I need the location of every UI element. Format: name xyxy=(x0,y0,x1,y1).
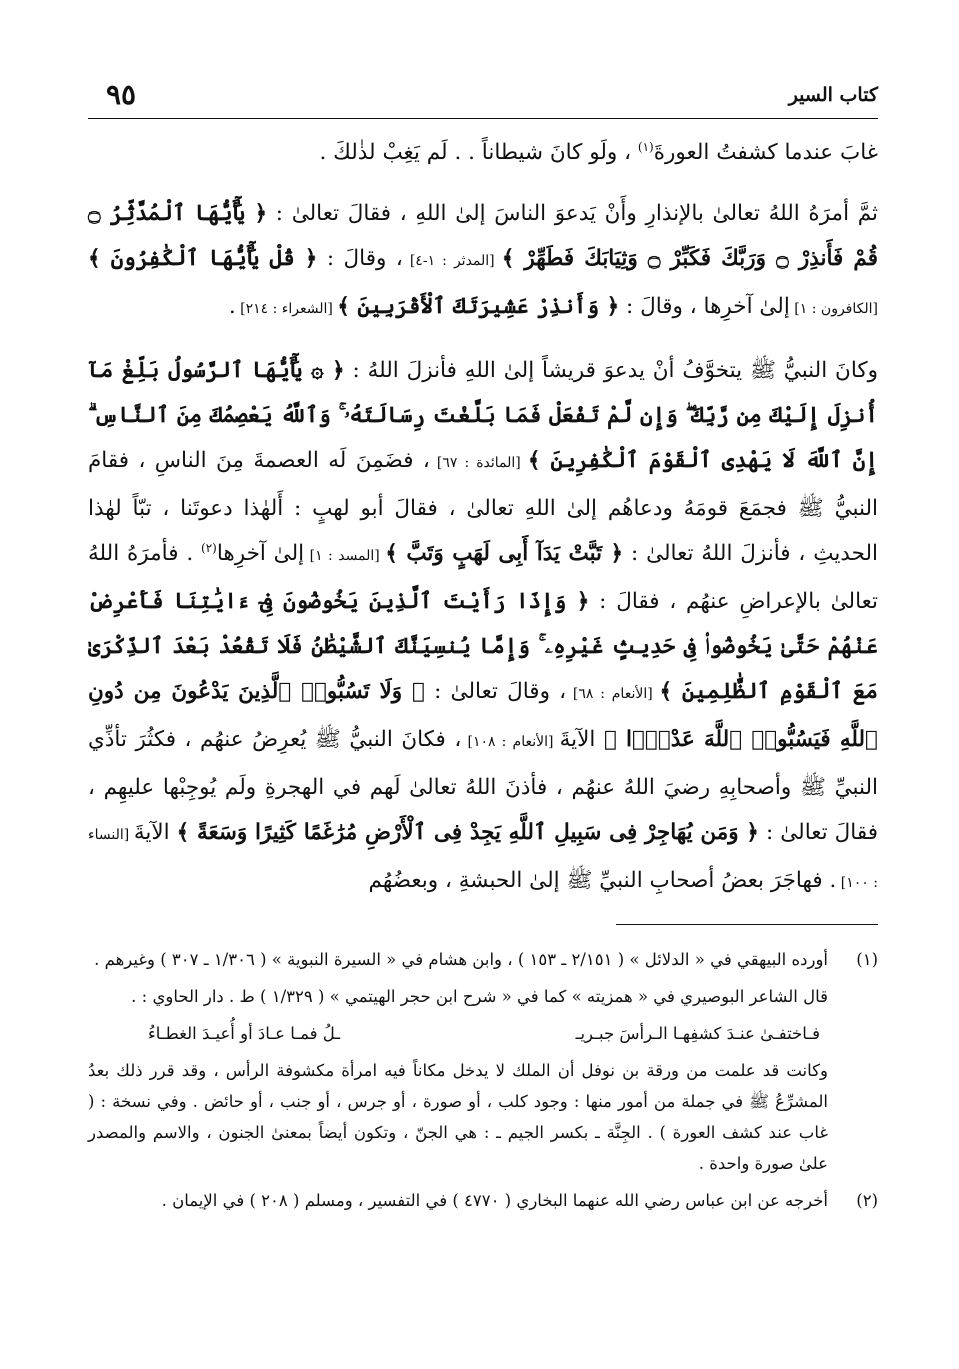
surah-reference: [الشعراء : ٢١٤] xyxy=(235,301,338,317)
footnotes xyxy=(88,944,878,1222)
quran-quote: ﴿ وَمَن يُهَاجِرْ فِى سَبِيلِ ٱللَّهِ يَجِدْ فِى ٱلْأَرْضِ مُرَٰغَمًا كَثِيرًا وَسَعَةً ﴾ xyxy=(176,820,759,845)
text-run: إلىٰ آخرِها xyxy=(216,541,305,566)
footnote-text: أورده البيهقي في « الدلائل » ( ٢/١٥١ ـ ١٥٣ ) ، وابن هشام في « السيرة النبوية » ( ١/٣٠٦ ـ ٣٠٧ ) وغيرهم . xyxy=(94,950,828,969)
surah-reference: [الأنعام : ١٠٨] xyxy=(461,734,560,750)
surah-reference: [المدثر : ١-٤] xyxy=(402,253,502,269)
header-rule xyxy=(88,118,878,119)
paragraph-3 xyxy=(88,348,878,906)
book-page xyxy=(88,70,879,1210)
paragraph-2 xyxy=(88,191,878,332)
main-text xyxy=(88,130,878,922)
footnote-text: قال الشاعر البوصيري في « همزيته » كما في « شرح ابن حجر الهيتمي » ( ١/٣٢٩ ) ط . دار الحاوي : . xyxy=(131,987,828,1006)
chapter-title: كتاب السير xyxy=(788,84,878,106)
text-run: وكانَ النبيُّ ﷺ يتخوَّفُ أنْ يدعوَ قريشاً إلىٰ اللهِ فأنزلَ اللهُ : xyxy=(344,358,878,383)
text-run: الآيةَ xyxy=(133,820,177,845)
quran-quote: ﴿ وَلَا تَسُبُّوا۟ ٱلَّذِينَ يَدْعُونَ مِن دُونِ ٱللَّهِ فَيَسُبُّوا۟ ٱللَّهَ عَدْوًۢا ﴾ xyxy=(88,679,878,752)
quran-quote: ﴿ تَبَّتْ يَدَآ أَبِى لَهَبٍ وَتَبَّ ﴾ xyxy=(385,541,624,566)
poetry-verse xyxy=(88,1018,828,1049)
text-run: إلىٰ آخرِها ، وقالَ : xyxy=(619,294,790,319)
verse-hemistich-left: ـلُ فمـا عـادَ أو أُعيـدَ الغطـاءُ xyxy=(148,1024,341,1043)
surah-reference: [المسد : ١] xyxy=(304,548,386,564)
running-header xyxy=(88,70,878,114)
surah-reference: [النساء : ١٠٠] xyxy=(88,827,878,891)
surah-reference: [الكافرون : ١] xyxy=(789,301,878,317)
verse-hemistich-right: فـاختفـىٰ عنـدَ كشفِهـا الـرأسَ جبـريـ xyxy=(575,1024,820,1043)
quran-quote: ﴿ يَٰٓأَيُّهَا ٱلْمُدَّثِّرُ ۝ قُمْ فَأَنذِرْ ۝ وَرَبَّكَ فَكَبِّرْ ۝ وَثِيَابَكَ فَطَهِّرْ ﴾ xyxy=(88,201,878,271)
text-run: . xyxy=(228,294,236,319)
text-run: ثمَّ أمرَهُ اللهُ تعالىٰ بالإنذارِ وأَنْ يَدعوَ الناسَ إلىٰ اللهِ ، فقالَ تعالىٰ : xyxy=(267,201,878,226)
footnote-2 xyxy=(88,1185,878,1216)
footnote-ref-2[interactable]: (٢) xyxy=(201,540,217,555)
text-run: . فأمرَهُ اللهُ تعالىٰ بالإعراضِ عنهُم ، فقالَ : xyxy=(88,541,878,614)
footnote-mark: (١) xyxy=(856,950,878,969)
surah-reference: [المائدة : ٦٧] xyxy=(429,455,528,471)
surah-reference: [الأنعام : ٦٨] xyxy=(566,686,660,702)
footnote-text: وكانت قد علمت من ورقة بن نوفل أن الملك لا يدخل مكاناً فيه امرأة مكشوفة الرأس ، وقد قرر ذلك بعدُ المشرِّعُ ﷺ في جملة من أمور منها : وجود كلب ، أو صورة ، أو جرس ، أو جنب ، أو حائض . وفي نسخة : ( غاب عند كشف العورة ) . الجِنَّة ـ بكسر الجيم ـ : هي الجنّ ، وتكون أيضاً بمعنىٰ الجنون ، والاسم والمصدر علىٰ صورة واحدة . xyxy=(88,1061,828,1173)
footnote-mark: (٢) xyxy=(856,1191,878,1210)
quran-quote: ﴿ ۞ يَٰٓأَيُّهَا ٱلرَّسُولُ بَلِّغْ مَآ أُنزِلَ إِلَيْكَ مِن رَّبِّكَ ۖ وَإِن لَّمْ تَفْعَلْ فَمَا بَلَّغْتَ رِسَالَتَهُۥ ۚ وَٱللَّهُ يَعْصِمُكَ مِنَ ٱلنَّاسِ ۗ إِنَّ ٱللَّهَ لَا يَهْدِى ٱلْقَوْمَ ٱلْكَٰفِرِينَ ﴾ xyxy=(88,358,879,473)
quran-quote: ﴿ وَإِذَا رَأَيْتَ ٱلَّذِينَ يَخُوضُونَ فِىٓ ءَايَٰتِنَا فَأَعْرِضْ عَنْهُمْ حَتَّىٰ يَخُوضُوا۟ فِى حَدِيثٍ غَيْرِهِۦ ۚ وَإِمَّا يُنسِيَنَّكَ ٱلشَّيْطَٰنُ فَلَا تَقْعُدْ بَعْدَ ٱلذِّكْرَىٰ مَعَ ٱلْقَوْمِ ٱلظَّٰلِمِينَ ﴾ xyxy=(88,589,879,704)
footnote-1 xyxy=(88,944,878,1179)
footnote-ref-1[interactable]: (١) xyxy=(637,139,654,154)
text-run: ، فكانَ النبيُّ ﷺ يُعرِضُ عنهُم ، فكثُرَ تأذِّي النبيِّ ﷺ وأصحابِهِ رضيَ اللهُ عنهُم ، فأذنَ اللهُ تعالىٰ لَهم في الهجرةِ ولَم يُوجِبْها عليهِم ، فقالَ تعالىٰ : xyxy=(88,727,878,845)
footnote-separator xyxy=(616,924,878,925)
text-run: ، وقالَ تعالىٰ : xyxy=(424,679,567,704)
text-run: . فهاجَرَ بعضُ أصحابِ النبيِّ ﷺ إلىٰ الحبشةِ ، وبعضُهُم xyxy=(368,868,837,893)
text-run: الآيةَ xyxy=(559,727,604,752)
page-number: ٩٥ xyxy=(106,78,137,111)
text-run: ، فضَمِنَ لَه العصمةَ مِنَ الناسِ ، فقامَ النبيُّ ﷺ فجمَعَ قومَهُ ودعاهُم إلىٰ اللهِ تعالىٰ ، فقالَ أبو لهبٍ : أَلهٰذا دعوتَنا ، تبّاً لهٰذا الحديثِ ، فأنزلَ اللهُ تعالىٰ : xyxy=(88,448,878,566)
footnote-text: أخرجه عن ابن عباس رضي الله عنهما البخاري ( ٤٧٧٠ ) في التفسير ، ومسلم ( ٢٠٨ ) في الإيمان . xyxy=(161,1191,828,1210)
quran-quote: ﴿ وَأَنذِرْ عَشِيرَتَكَ ٱلْأَقْرَبِينَ ﴾ xyxy=(337,294,620,319)
paragraph-1 xyxy=(88,130,878,175)
text-run: ، وقالَ : xyxy=(317,246,403,271)
quran-quote: ﴿ قُلْ يَٰٓأَيُّهَا ٱلْكَٰفِرُونَ ﴾ xyxy=(88,246,318,271)
text-run: ، ولَو كانَ شيطاناً . . لَم يَغِبْ لذٰلكَ . xyxy=(319,140,638,165)
text-run: غابَ عندما كشفتُ العورةَ xyxy=(653,140,878,165)
